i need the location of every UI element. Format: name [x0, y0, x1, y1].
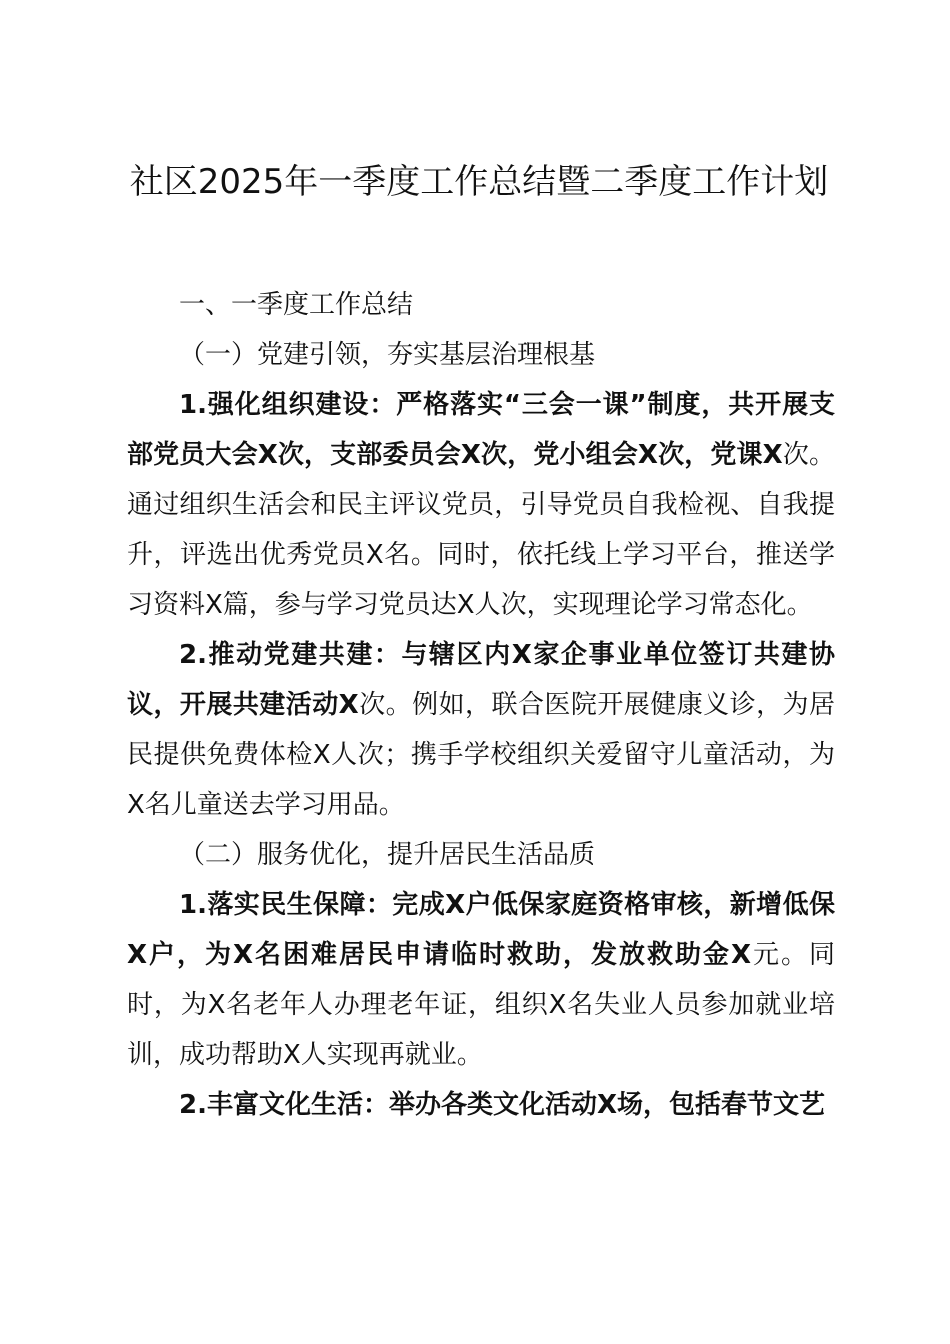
section-heading-1	[127, 280, 835, 330]
subsection-heading-2	[127, 830, 835, 880]
document-title: 社区2025年一季度工作总结暨二季度工作计划	[129, 162, 829, 202]
paragraph-cultural-life	[127, 1080, 835, 1130]
paragraph-bold-text: 1.强化组织建设：严格落实“三会一课”制度，共开展支部党员大会X次，支部委员会X次，党小组会X次，党课X	[127, 390, 835, 470]
paragraph-text: 次。例如，联合医院开展健康义诊，为居民提供免费体检X人次；携手学校组织关爱留守儿童活动，为X名儿童送去学习用品。	[127, 690, 835, 820]
paragraph-organization-building	[127, 380, 835, 630]
paragraph-text: 次。通过组织生活会和民主评议党员，引导党员自我检视、自我提升，评选出优秀党员X名。同时，依托线上学习平台，推送学习资料X篇，参与学习党员达X人次，实现理论学习常态化。	[127, 440, 835, 620]
paragraph-text: 一、一季度工作总结	[179, 290, 414, 320]
paragraph-livelihood-security	[127, 880, 835, 1080]
paragraph-text: （二）服务优化，提升居民生活品质	[179, 840, 596, 870]
paragraph-text: 元。同时，为X名老年人办理老年证，组织X名失业人员参加就业培训，成功帮助X人实现再就业。	[127, 940, 835, 1070]
paragraph-bold-text: 1.落实民生保障：完成X户低保家庭资格审核，新增低保X户，为X名困难居民申请临时救助，发放救助金X	[127, 890, 835, 970]
document-body	[127, 280, 835, 1130]
paragraph-bold-text: 2.推动党建共建：与辖区内X家企事业单位签订共建协议，开展共建活动X	[127, 640, 835, 720]
subsection-heading-1	[127, 330, 835, 380]
paragraph-bold-text: 2.丰富文化生活：举办各类文化活动X场，包括春节文艺	[179, 1090, 826, 1120]
paragraph-party-co-building	[127, 630, 835, 830]
paragraph-text: （一）党建引领，夯实基层治理根基	[179, 340, 596, 370]
